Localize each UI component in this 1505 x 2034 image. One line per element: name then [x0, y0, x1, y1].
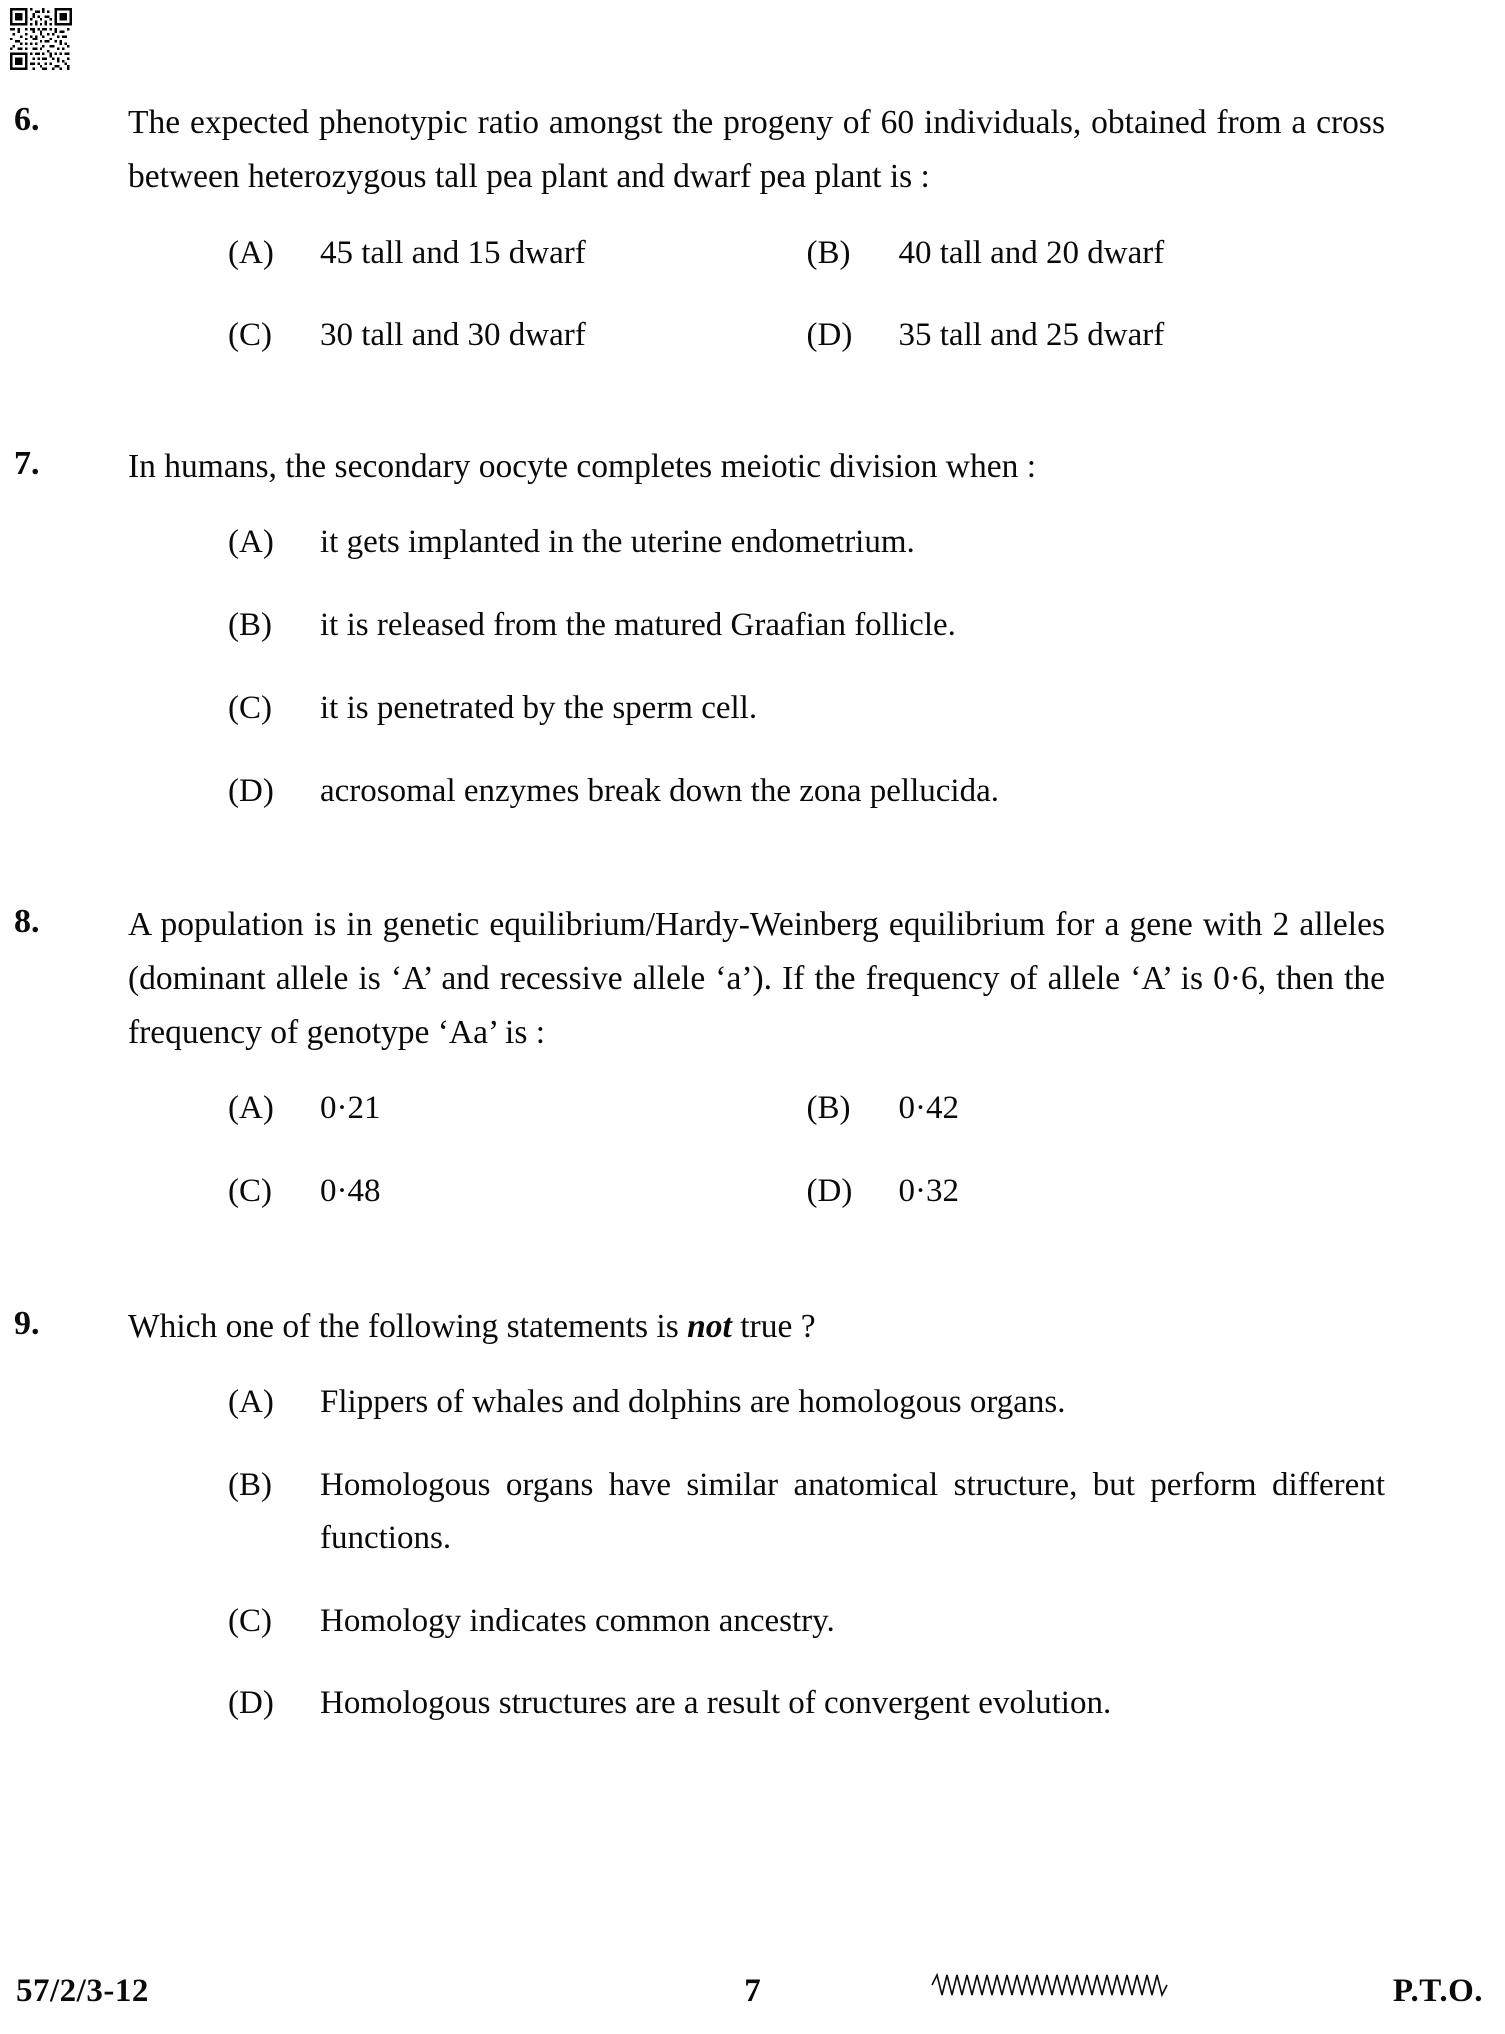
- option-text: 35 tall and 25 dwarf: [898, 317, 1165, 354]
- question-number: 8.: [14, 902, 40, 940]
- wavy-ornament-icon: [930, 1972, 1170, 2002]
- spacer: [0, 818, 1505, 898]
- option-row: [228, 765, 1385, 818]
- option-b[interactable]: [807, 1082, 1386, 1135]
- qr-code-icon: [10, 8, 72, 70]
- option-label: (D): [228, 1685, 274, 1722]
- question-stem: [128, 1300, 1385, 1354]
- option-label: (B): [806, 1090, 851, 1127]
- question-number: 6.: [14, 101, 40, 138]
- option-a[interactable]: [228, 1376, 1385, 1429]
- spacer: [0, 362, 1505, 440]
- option-d[interactable]: [228, 1677, 1385, 1730]
- option-row: [228, 1677, 1385, 1730]
- option-label: (A): [228, 234, 274, 271]
- option-label: (C): [228, 1173, 272, 1210]
- option-row: [228, 1082, 1385, 1135]
- option-row: [228, 1165, 1385, 1218]
- spacer: [0, 1218, 1505, 1300]
- option-text: it gets implanted in the uterine endometrium.: [320, 524, 915, 561]
- option-text: Homologous structures are a result of convergent evolution.: [320, 1685, 1112, 1722]
- option-text: 30 tall and 30 dwarf: [320, 317, 586, 354]
- option-row: [228, 1595, 1385, 1648]
- pto-label: P.T.O.: [1392, 1973, 1483, 2009]
- option-d[interactable]: [807, 309, 1386, 362]
- question-9: [0, 1300, 1505, 1730]
- option-a[interactable]: [228, 1082, 807, 1135]
- question-stem-post: true ?: [731, 1307, 816, 1345]
- option-label: (D): [806, 1173, 853, 1210]
- option-row: [228, 516, 1385, 569]
- question-stem: The expected phenotypic ratio amongst the progeny of 60 individuals, obtained from a cross between heterozygous tall pea plant and dwarf pea plant is :: [128, 104, 1385, 196]
- option-row: [228, 1376, 1385, 1429]
- option-c[interactable]: [228, 1165, 807, 1218]
- option-text: acrosomal enzymes break down the zona pellucida.: [320, 772, 999, 809]
- option-label: (C): [228, 689, 272, 726]
- option-text: it is penetrated by the sperm cell.: [320, 689, 758, 726]
- option-text: 0·48: [320, 1173, 381, 1210]
- option-label: (D): [228, 772, 274, 809]
- option-label: (A): [228, 1384, 274, 1421]
- option-b[interactable]: [228, 1459, 1385, 1565]
- option-d[interactable]: [228, 765, 1385, 818]
- option-b[interactable]: [807, 227, 1386, 280]
- option-list: [128, 1376, 1385, 1730]
- option-text: Flippers of whales and dolphins are homologous organs.: [320, 1384, 1066, 1421]
- question-7: [0, 440, 1505, 817]
- option-text: Homologous organs have similar anatomical structure, but perform different functions.: [320, 1467, 1385, 1556]
- option-a[interactable]: [228, 516, 1385, 569]
- option-row: [228, 309, 1385, 362]
- option-a[interactable]: [228, 227, 807, 280]
- option-text: it is released from the matured Graafian follicle.: [320, 607, 956, 644]
- option-label: (A): [228, 524, 274, 561]
- page-footer: [0, 1956, 1505, 2010]
- option-text: 0·32: [898, 1173, 959, 1210]
- option-row: [228, 599, 1385, 652]
- option-c[interactable]: [228, 682, 1385, 735]
- question-stem-emphasis: not: [687, 1307, 732, 1345]
- question-stem: In humans, the secondary oocyte completes meiotic division when :: [128, 448, 1037, 486]
- question-6: [0, 96, 1505, 362]
- question-8: [0, 898, 1505, 1218]
- option-row: [228, 682, 1385, 735]
- option-text: 0·21: [320, 1090, 381, 1127]
- page-number: 7: [744, 1973, 761, 2009]
- option-c[interactable]: [228, 309, 807, 362]
- question-stem-pre: Which one of the following statements is: [128, 1307, 688, 1345]
- option-d[interactable]: [807, 1165, 1386, 1218]
- option-row: [228, 227, 1385, 280]
- paper-code: 57/2/3-12: [16, 1973, 149, 2009]
- option-list: [128, 516, 1385, 817]
- option-list: [128, 1082, 1385, 1218]
- option-text: 40 tall and 20 dwarf: [898, 234, 1165, 271]
- question-number: 9.: [14, 1304, 40, 1342]
- question-number: 7.: [14, 445, 40, 483]
- option-label: (C): [228, 1602, 272, 1639]
- option-label: (A): [228, 1090, 274, 1127]
- option-label: (D): [806, 317, 853, 354]
- question-stem: A population is in genetic equilibrium/Hardy-Weinberg equilibrium for a gene with 2 alleles (dominant allele is ‘A’ and recessive allele ‘a’). If the frequency of allele ‘A’ is 0·6, then the frequency of genotype ‘Aa’ is :: [128, 905, 1385, 1052]
- option-text: 0·42: [898, 1090, 959, 1127]
- option-list: [128, 227, 1385, 363]
- option-label: (C): [228, 317, 272, 354]
- option-b[interactable]: [228, 599, 1385, 652]
- questions-container: [0, 96, 1505, 1730]
- option-label: (B): [228, 607, 272, 644]
- option-row: [228, 1459, 1385, 1565]
- option-c[interactable]: [228, 1595, 1385, 1648]
- option-text: Homology indicates common ancestry.: [320, 1602, 835, 1639]
- option-label: (B): [228, 1467, 272, 1504]
- option-label: (B): [806, 234, 851, 271]
- option-text: 45 tall and 15 dwarf: [320, 234, 586, 271]
